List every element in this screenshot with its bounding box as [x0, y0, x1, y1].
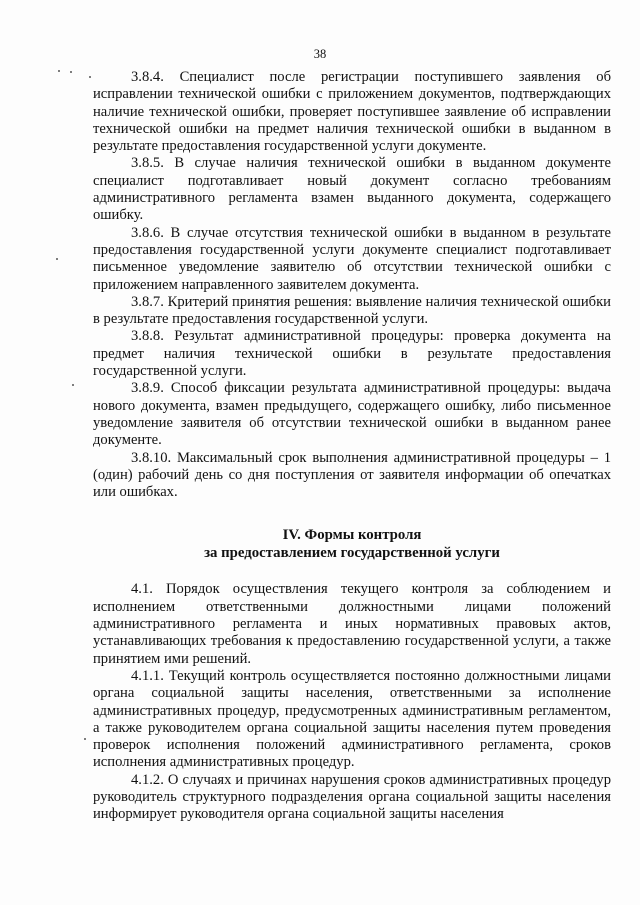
- scan-speck: [89, 76, 91, 78]
- paragraph-3-8-10: 3.8.10. Максимальный срок выполнения административной процедуры – 1 (один) рабочий день со дня поступления от заявителя информации об опечатках или ошибках.: [93, 449, 611, 501]
- scan-speck: [70, 71, 72, 73]
- scan-speck: [72, 384, 74, 386]
- section-heading-line2: за предоставлением государственной услуги: [204, 545, 500, 562]
- scan-speck: [84, 738, 86, 740]
- paragraph-4-1: 4.1. Порядок осуществления текущего контроля за соблюдением и исполнением ответственными должностными лицами положений административного регламента и иных нормативных правовых актов, устанавливающих требования к предоставлению государственной услуги, а также принятием ими решений.: [93, 581, 611, 667]
- paragraph-3-8-8: 3.8.8. Результат административной процедуры: проверка документа на предмет наличия технической ошибки в результате предоставления государственной услуги.: [93, 328, 611, 380]
- scan-speck: [58, 70, 60, 72]
- document-body: [93, 69, 611, 824]
- page-number: 38: [313, 47, 327, 61]
- paragraph-4-1-1: 4.1.1. Текущий контроль осуществляется постоянно должностными лицами органа социальной защиты населения, ответственными за исполнение административных процедур, предусмотренных административным регламентом, а также руководителем органа социальной защиты населения путем проведения проверок исполнения положений административного регламента, сроков исполнения административных процедур.: [93, 667, 611, 771]
- paragraph-3-8-5: 3.8.5. В случае наличия технической ошибки в выданном документе специалист подготавливает новый документ согласно требованиям административного регламента взамен выданного документа, содержащего ошибку.: [93, 155, 611, 224]
- paragraph-3-8-7: 3.8.7. Критерий принятия решения: выявление наличия технической ошибки в результате предоставления государственной услуги.: [93, 293, 611, 328]
- paragraph-3-8-6: 3.8.6. В случае отсутствия технической ошибки в выданном в результате предоставления государственной услуги документе специалист подготавливает письменное уведомление заявителю об отсутствии технической ошибки с приложением направленного заявителем документа.: [93, 224, 611, 293]
- paragraph-3-8-9: 3.8.9. Способ фиксации результата административной процедуры: выдача нового документа, взамен предыдущего, содержащего ошибку, либо письменное уведомление заявителя об отсутствии технической ошибки в выданном ранее документе.: [93, 380, 611, 449]
- section-heading-line1: IV. Формы контроля: [282, 527, 422, 544]
- scan-speck: [56, 258, 58, 260]
- section-heading: [93, 526, 611, 562]
- paragraph-3-8-4: 3.8.4. Специалист после регистрации поступившего заявления об исправлении технической ошибки с приложением документов, подтверждающих наличие технической ошибки, проверяет поступившее заявление об исправлении технической ошибки на предмет наличия технической ошибки в выданном в результате предоставления государственной услуги документе.: [93, 69, 611, 155]
- paragraph-4-1-2: 4.1.2. О случаях и причинах нарушения сроков административных процедур руководитель структурного подразделения органа социальной защиты населения информирует руководителя органа социальной защиты населения: [93, 771, 611, 823]
